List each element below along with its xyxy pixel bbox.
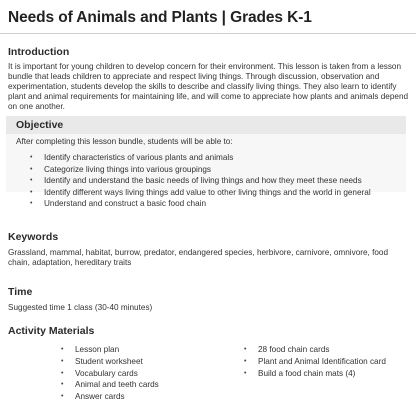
bullet-icon: • — [30, 154, 33, 161]
time-heading: Time — [8, 286, 33, 298]
keywords-text: Grassland, mammal, habitat, burrow, predator, endangered species, herbivore, carnivore, omnivore, food chain, adaptation, hereditary traits — [8, 248, 389, 267]
objective-item-text: Understand and construct a basic food chain — [44, 199, 207, 209]
objective-item — [30, 175, 371, 187]
keywords-heading: Keywords — [8, 231, 59, 243]
page-title: Needs of Animals and Plants | Grades K-1 — [8, 9, 312, 26]
material-item — [244, 356, 386, 368]
material-item — [61, 356, 159, 368]
material-item — [244, 344, 386, 356]
bullet-icon: • — [30, 177, 33, 185]
materials-heading: Activity Materials — [8, 325, 95, 337]
objective-heading: Objective — [16, 119, 64, 131]
objective-box — [6, 116, 406, 209]
objective-item — [30, 187, 371, 199]
material-item — [61, 391, 159, 403]
materials-right-list — [244, 344, 386, 379]
bullet-icon: • — [61, 393, 64, 401]
bullet-icon: • — [30, 200, 33, 208]
objective-list — [30, 152, 371, 210]
bullet-icon: • — [244, 369, 247, 377]
material-item — [61, 379, 159, 391]
introduction-text: It is important for young children to develop concern for their environment. This lesson is taken from a lesson bundle that leads children to appreciate and respect living things. Through discussion, observation and experimentation, students develop the skills to describe and classify living things. They also learn to identify plant and animal requirements for maintaining life, and will come to appreciate how plants and animals depend on one another. — [8, 62, 409, 111]
material-item-text: Answer cards — [75, 392, 125, 402]
objective-item — [30, 198, 371, 210]
introduction-heading: Introduction — [8, 46, 70, 58]
material-item — [244, 368, 386, 380]
bullet-icon: • — [244, 357, 247, 365]
objective-item — [30, 152, 371, 164]
objective-lead-text: After completing this lesson bundle, students will be able to: — [16, 137, 233, 146]
material-item-text: Plant and Animal Identification card — [258, 356, 386, 366]
bullet-icon: • — [30, 188, 33, 196]
objective-header-bar — [6, 116, 406, 134]
objective-item-text: Identify characteristics of various plants and animals — [44, 153, 234, 162]
material-item-text: Vocabulary cards — [75, 368, 138, 378]
bullet-icon: • — [61, 346, 64, 353]
material-item — [61, 368, 159, 380]
material-item-text: Student worksheet — [75, 356, 143, 366]
bullet-icon: • — [61, 369, 64, 377]
bullet-icon: • — [30, 165, 33, 173]
materials-left-list — [61, 344, 159, 403]
time-text: Suggested time 1 class (30-40 minutes) — [8, 303, 153, 312]
objective-item-text: Identify and understand the basic needs of living things and how they meet these needs — [44, 176, 362, 186]
material-item-text: Animal and teeth cards — [75, 380, 159, 390]
bullet-icon: • — [61, 357, 64, 365]
material-item-text: Lesson plan — [75, 345, 120, 354]
material-item-text: 28 food chain cards — [258, 345, 330, 354]
bullet-icon: • — [61, 381, 64, 389]
objective-item-text: Identify different ways living things add value to other living things and the world in general — [44, 187, 371, 197]
title-divider — [0, 33, 416, 34]
bullet-icon: • — [244, 346, 247, 353]
material-item — [61, 344, 159, 356]
material-item-text: Build a food chain mats (4) — [258, 368, 356, 378]
objective-item — [30, 164, 371, 176]
objective-item-text: Categorize living things into various groupings — [44, 164, 212, 174]
